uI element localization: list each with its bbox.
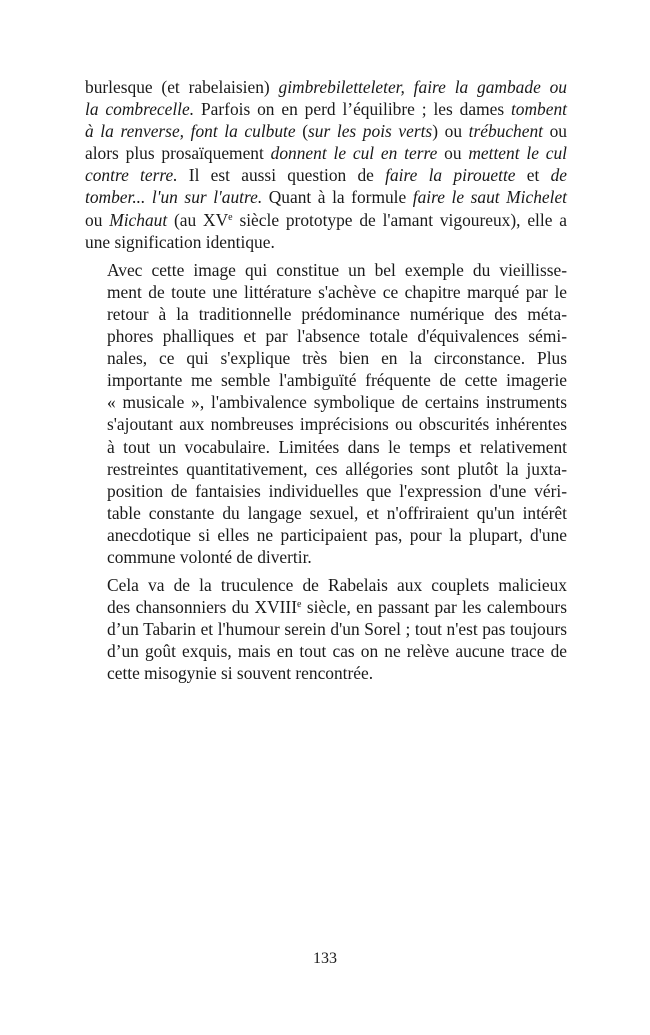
- text-line: [85, 347, 567, 369]
- paragraph-2: [85, 259, 567, 568]
- italic-phrase: faire le saut Michelet: [412, 187, 568, 208]
- text-line: [85, 524, 567, 546]
- paragraph-3: [85, 574, 567, 684]
- text-block: [85, 76, 567, 685]
- italic-phrase: tomber... l'un sur l'autre.: [85, 187, 263, 208]
- text-run: restreintes quantitativement, ces allégories sont plutôt la juxta-: [107, 458, 567, 479]
- text-run: d’un Tabarin et l'humour serein d'un Sorel ; tout n'est pas toujours: [107, 619, 567, 640]
- text-run: table constante du langage sexuel, et n'offriraient qu'un intérêt: [107, 502, 567, 523]
- text-run: ) ou: [432, 121, 469, 142]
- text-run: une signification identique.: [85, 231, 275, 252]
- italic-phrase: gimbrebiletteleter, faire la gambade ou: [278, 77, 567, 97]
- text-line: [85, 413, 567, 435]
- italic-phrase: Michaut: [109, 209, 168, 230]
- text-run: phores phalliques et par l'absence totale d'équivalences sémi-: [107, 326, 567, 347]
- text-run: (: [295, 121, 309, 142]
- text-run: importante me semble l'ambiguïté fréquente de cette imagerie: [107, 370, 567, 391]
- text-line: [85, 259, 567, 281]
- text-line: [85, 142, 567, 164]
- text-line: [85, 436, 567, 458]
- text-line: [85, 164, 567, 186]
- paragraph-1: [85, 76, 567, 253]
- text-run: des chansonniers du XVIII: [107, 597, 298, 618]
- text-run: siècle, en passant par les calembours: [301, 597, 567, 618]
- text-line: [85, 76, 567, 98]
- text-line: [85, 618, 567, 640]
- text-line: [85, 502, 567, 524]
- text-run: alors plus prosaïquement: [85, 143, 271, 164]
- italic-phrase: sur les pois verts: [308, 121, 433, 142]
- text-run: Il est aussi question de: [177, 165, 386, 186]
- text-run: et: [515, 165, 551, 186]
- text-line: [85, 281, 567, 303]
- text-line: [85, 391, 567, 413]
- text-run: (au XV: [167, 209, 229, 230]
- text-run: Avec cette image qui constitue un bel exemple du vieillisse-: [107, 259, 567, 280]
- italic-phrase: contre terre.: [85, 165, 178, 186]
- italic-phrase: donnent le cul en terre: [270, 143, 438, 164]
- text-line: [85, 574, 567, 596]
- text-run: s'ajoutant aux nombreuses imprécisions ou obscurités inhérentes: [107, 414, 567, 435]
- text-line: [85, 303, 567, 325]
- text-line: [85, 325, 567, 347]
- text-run: Cela va de la truculence de Rabelais aux couplets malicieux: [107, 575, 567, 596]
- superscript: e: [228, 211, 233, 223]
- text-line: [85, 458, 567, 480]
- text-run: Parfois on en perd l’équilibre ; les dames: [194, 99, 511, 120]
- text-run: anecdotique si elles ne participaient pas, pour la plupart, d'une: [107, 524, 567, 545]
- text-run: siècle prototype de l'amant vigoureux), elle a: [232, 209, 567, 230]
- text-run: burlesque (et rabelaisien): [85, 77, 279, 97]
- text-line: [85, 480, 567, 502]
- text-line: [85, 662, 567, 684]
- text-line: [85, 596, 567, 618]
- italic-phrase: à la renverse, font la culbute: [85, 121, 296, 142]
- italic-phrase: tombent: [510, 99, 567, 120]
- text-line: [85, 369, 567, 391]
- italic-phrase: faire la pirouette: [385, 165, 516, 186]
- text-run: position de fantaisies individuelles que l'expression d'une véri-: [107, 480, 567, 501]
- text-run: ment de toute une littérature s'achève ce chapitre marqué par le: [107, 281, 567, 302]
- text-line: [85, 546, 567, 568]
- italic-phrase: de: [550, 165, 567, 186]
- italic-phrase: la combrecelle.: [85, 99, 195, 120]
- italic-phrase: trébuchent: [468, 121, 543, 142]
- superscript: e: [297, 599, 302, 611]
- text-line: [85, 120, 567, 142]
- text-run: nales, ce qui s'explique très bien en la circonstance. Plus: [107, 348, 567, 369]
- page-number: 133: [313, 950, 337, 967]
- text-run: cette misogynie si souvent rencontrée.: [107, 663, 374, 684]
- text-line: [85, 98, 567, 120]
- text-run: à tout un vocabulaire. Limitées dans le temps et relativement: [107, 436, 567, 457]
- text-line: [85, 231, 567, 253]
- text-run: ou: [543, 121, 567, 142]
- text-run: d’un goût exquis, mais en tout cas on ne relève aucune trace de: [107, 641, 567, 662]
- text-run: « musicale », l'ambivalence symbolique de certains instruments: [107, 392, 567, 413]
- text-run: commune volonté de divertir.: [107, 546, 312, 567]
- text-run: ou: [437, 143, 469, 164]
- text-run: ou: [85, 209, 110, 230]
- text-line: [85, 209, 567, 231]
- text-line: [85, 186, 567, 208]
- italic-phrase: mettent le cul: [468, 143, 567, 164]
- text-run: retour à la traditionnelle prédominance numérique des méta-: [107, 303, 567, 324]
- text-run: Quant à la formule: [262, 187, 413, 208]
- text-line: [85, 640, 567, 662]
